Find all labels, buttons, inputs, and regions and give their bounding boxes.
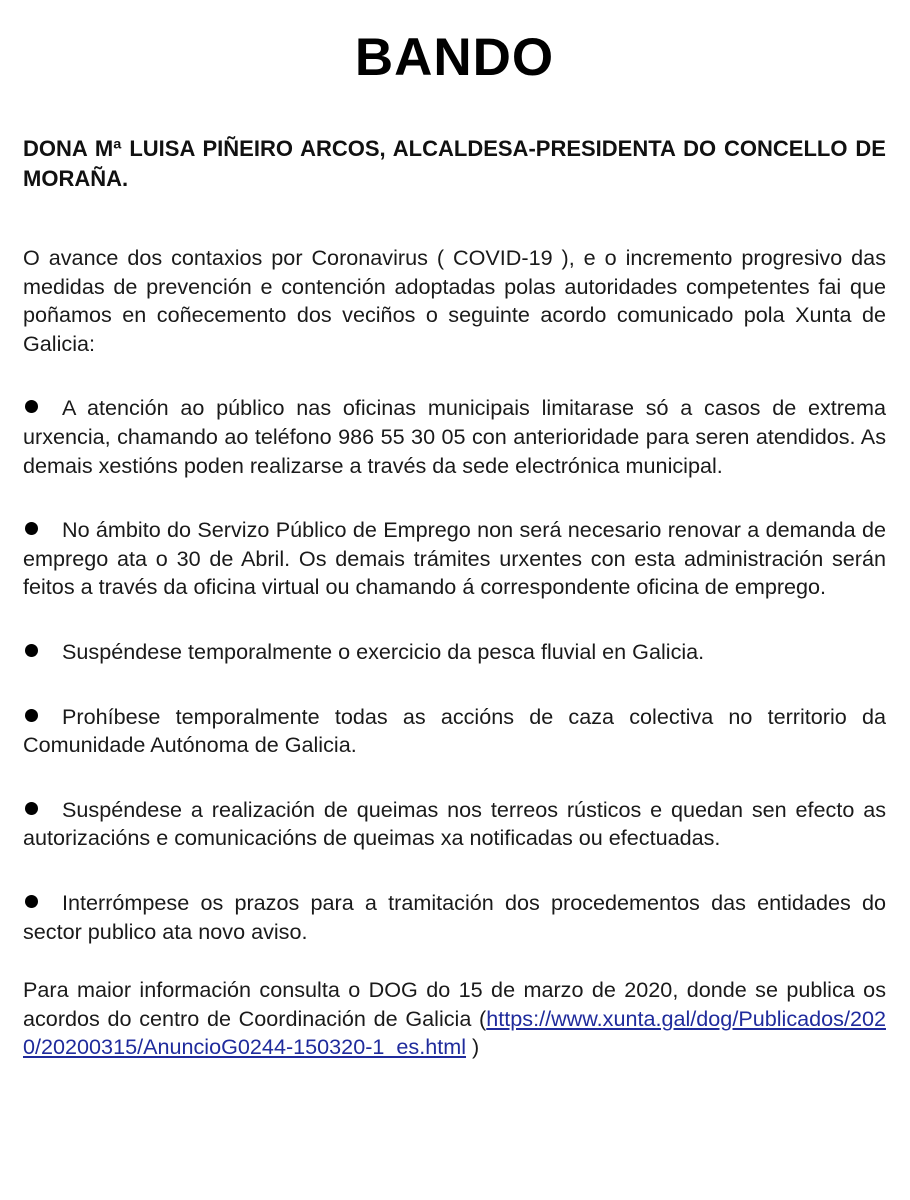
bullet-text: Suspéndese temporalmente o exercicio da pesca fluvial en Galicia. <box>62 638 705 664</box>
bullet-item-5 <box>23 796 886 853</box>
bullet-item-6 <box>23 889 886 946</box>
bullet-item-4 <box>23 703 886 760</box>
bullet-dot-icon <box>25 895 38 908</box>
bullet-item-2 <box>23 516 886 602</box>
bullet-text: Prohíbese temporalmente todas as accións de caza colectiva no territorio da Comunidade Autónoma de Galicia. <box>23 703 886 758</box>
closing-paragraph <box>23 976 886 1062</box>
bullet-dot-icon <box>25 522 38 535</box>
intro-paragraph: O avance dos contaxios por Coronavirus ( COVID-19 ), e o incremento progresivo das medidas de prevención e contención adoptadas polas autoridades competentes fai que poñamos en coñecemento dos veciños o seguinte acordo comunicado pola Xunta de Galicia: <box>23 245 886 356</box>
closing-close-paren: ) <box>466 1034 480 1060</box>
bullet-dot-icon <box>25 400 38 413</box>
bullet-item-1 <box>23 394 886 480</box>
dog-link[interactable]: https://www.xunta.gal/dog/Publicados/2020/20200315/AnuncioG0244-150320-1_es.html <box>23 1005 886 1060</box>
document-heading: DONA Mª LUISA PIÑEIRO ARCOS, ALCALDESA-PRESIDENTA DO CONCELLO DE MORAÑA. <box>23 136 886 191</box>
bullet-dot-icon <box>25 709 38 722</box>
closing-text: Para maior información consulta o DOG do 15 de marzo de 2020, donde se publica os acordos do centro de Coordinación de Galicia <box>23 977 886 1031</box>
closing-open-paren: ( <box>479 1005 487 1031</box>
bullet-text: Interrómpese os prazos para a tramitación dos procedementos das entidades do sector publico ata novo aviso. <box>23 889 886 944</box>
bullet-item-3 <box>23 638 886 667</box>
document-title: BANDO <box>354 28 555 87</box>
bullet-dot-icon <box>25 644 38 657</box>
bullet-text: Suspéndese a realización de queimas nos terreos rústicos e quedan sen efecto as autorizacións e comunicacións de queimas xa notificadas ou efectuadas. <box>23 796 886 851</box>
bullet-dot-icon <box>25 802 38 815</box>
bullet-text: No ámbito do Servizo Público de Emprego non será necesario renovar a demanda de emprego ata o 30 de Abril. Os demais trámites urxentes con esta administración serán feitos a través da oficina virtual ou chamando á correspondente oficina de emprego. <box>23 517 886 600</box>
bullet-text: A atención ao público nas oficinas municipais limitarase só a casos de extrema urxencia, chamando ao teléfono 986 55 30 05 con anterioridade para seren atendidos. As demais xestións poden realizarse a través da sede electrónica municipal. <box>23 395 886 478</box>
